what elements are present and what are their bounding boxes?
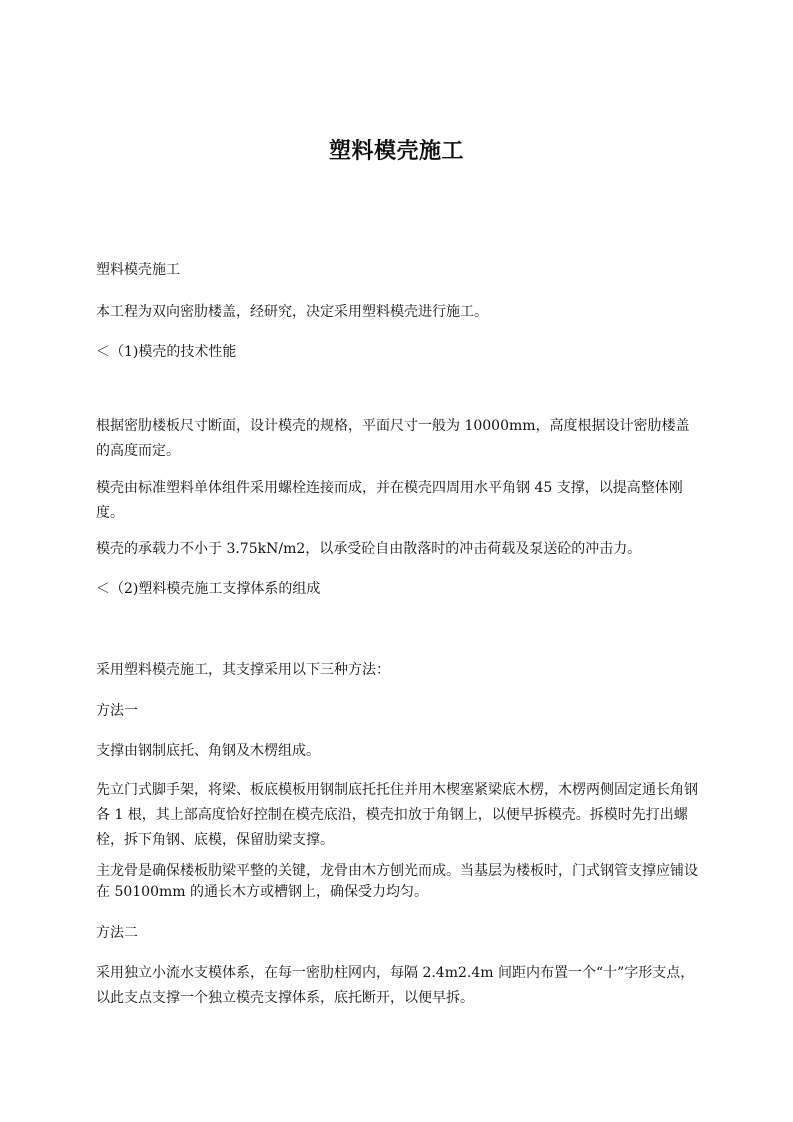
document-title: 塑料模壳施工 (328, 139, 464, 164)
paragraph-assembly: 模壳由标准塑料单体组件采用螺栓连接而成，并在模壳四周用水平角钢 45 支撑，以提高整体刚度。 (96, 480, 683, 521)
paragraph-spec: 根据密肋楼板尺寸断面，设计模壳的规格，平面尺寸一般为 10000mm，高度根据设计密肋楼盖的高度而定。 (96, 418, 690, 459)
section-heading-2: ＜（2)塑料模壳施工支撑体系的组成 (96, 581, 321, 597)
paragraph-method-one-support: 支撑由钢制底托、角钢及木楞组成。 (96, 743, 320, 759)
paragraph-subtitle: 塑料模壳施工 (96, 262, 180, 278)
method-two-heading: 方法二 (96, 925, 138, 941)
paragraph-intro: 本工程为双向密肋楼盖，经研究，决定采用塑料模壳进行施工。 (96, 304, 488, 320)
paragraph-methods-intro: 采用塑料模壳施工，其支撑采用以下三种方法： (96, 662, 390, 678)
section-heading-1: ＜（1)模壳的技术性能 (96, 344, 237, 360)
paragraph-main-keel: 主龙骨是确保楼板肋梁平整的关键，龙骨由木方刨光而成。当基层为楼板时，门式钢管支撑应铺设在 50100mm 的通长木方或槽钢上，确保受力均匀。 (96, 863, 698, 900)
paragraph-method-one-detail: 先立门式脚手架，将梁、板底模板用钢制底托托住并用木楔塞紧梁底木楞，木楞两侧固定通长角钢各 1 根，其上部高度恰好控制在模壳底沿，模壳扣放于角钢上，以便早拆模壳。拆模时先打出螺栓，拆下角钢、底模，保留肋梁支撑。 (96, 782, 698, 848)
paragraph-capacity: 模壳的承载力不小于 3.75kN/m2，以承受砼自由散落时的冲击荷载及泵送砼的冲击力。 (96, 541, 642, 557)
method-one-heading: 方法一 (96, 703, 138, 719)
paragraph-method-two-detail: 采用独立小流水支模体系，在每一密肋柱网内，每隔 2.4m2.4m 间距内布置一个“十”字形支点，以此支点支撑一个独立模壳支撑体系，底托断开，以便早拆。 (96, 965, 695, 1006)
